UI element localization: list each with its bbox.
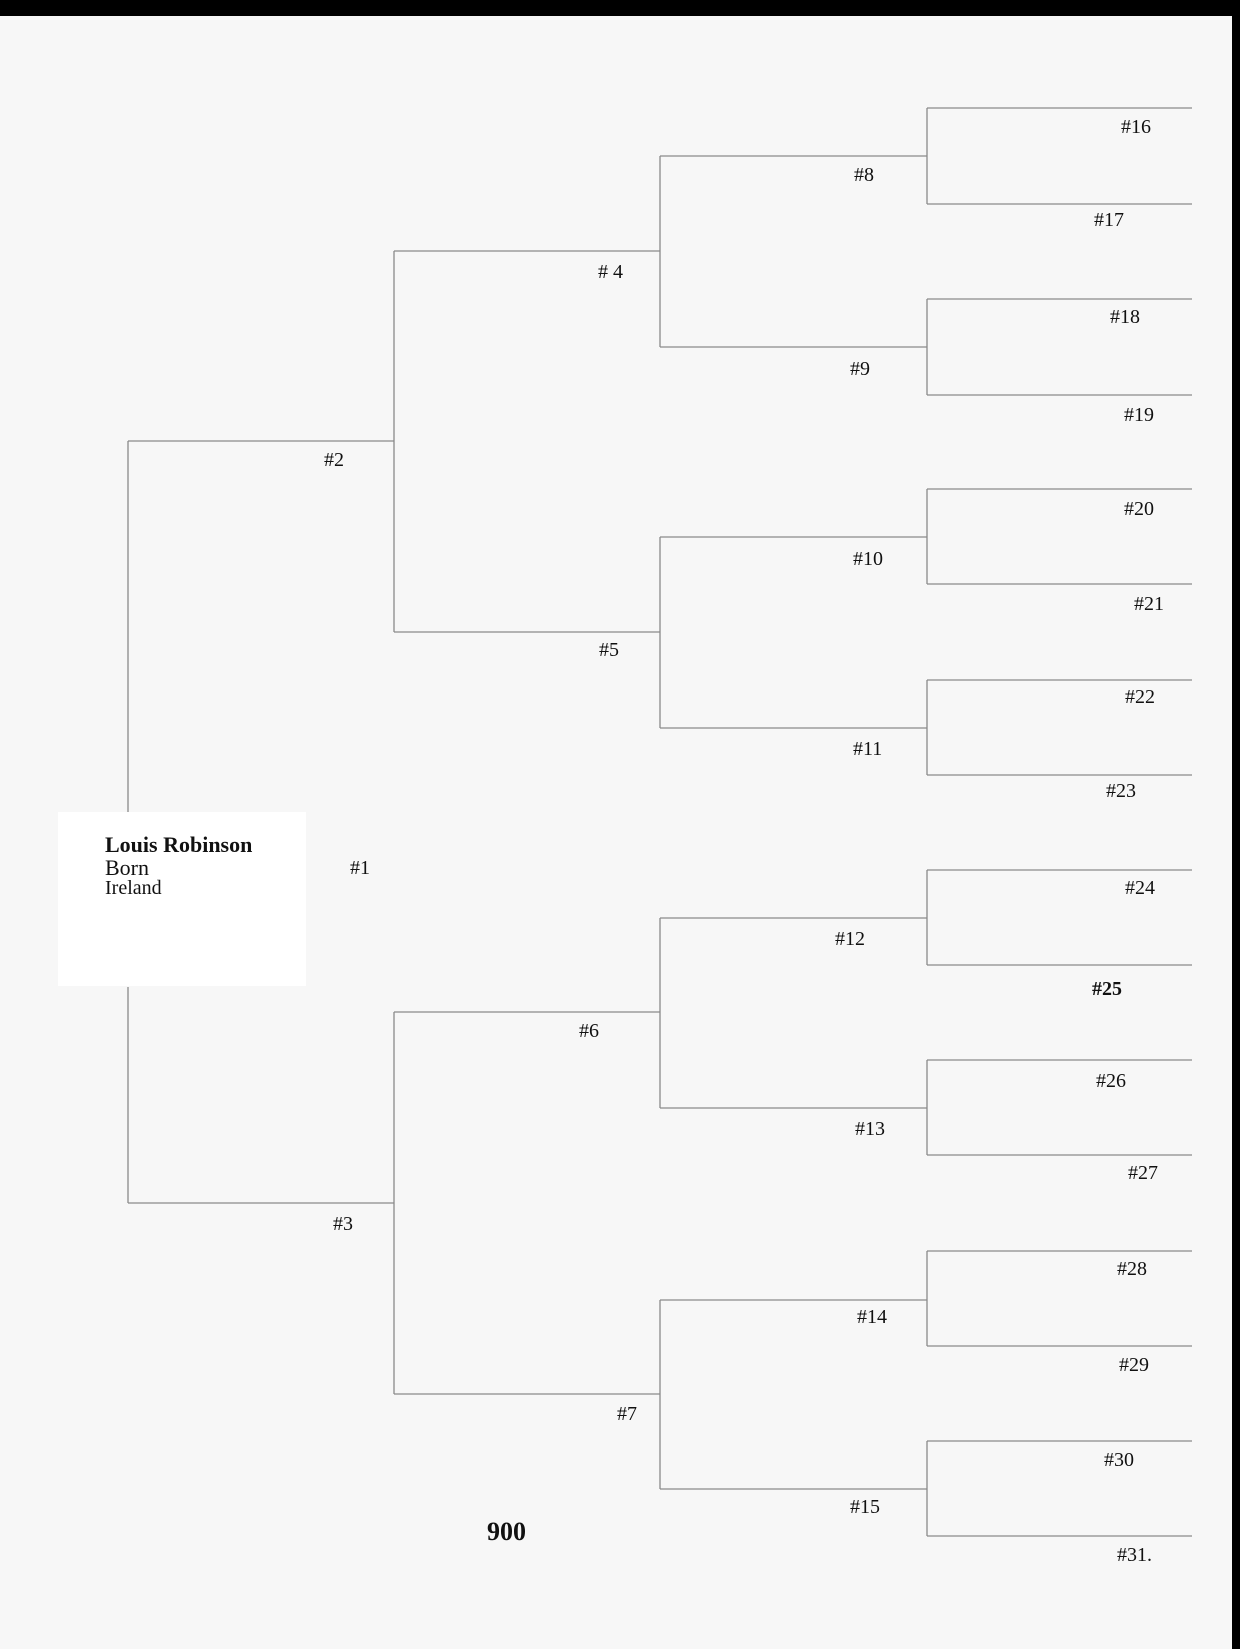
position-label-6: #6: [579, 1020, 599, 1042]
subject-name: Louis Robinson: [105, 832, 253, 857]
position-label-31: #31.: [1117, 1544, 1152, 1566]
subject-box: [58, 812, 306, 986]
subject-born-label: Born: [105, 855, 149, 880]
position-label-2: #2: [324, 449, 344, 471]
connector-7: [660, 1300, 927, 1489]
position-label-15: #15: [850, 1496, 880, 1518]
position-label-16: #16: [1121, 116, 1151, 138]
position-label-7: #7: [617, 1403, 637, 1425]
connector-14: [927, 1251, 1192, 1346]
connector-9: [927, 299, 1192, 395]
position-label-13: #13: [855, 1118, 885, 1140]
position-label-24: #24: [1125, 877, 1155, 899]
position-label-25: #25: [1092, 978, 1122, 1000]
connector-6: [660, 918, 927, 1108]
connector-2: [394, 251, 660, 632]
position-label-9: #9: [850, 358, 870, 380]
position-label-28: #28: [1117, 1258, 1147, 1280]
connector-5: [660, 537, 927, 728]
subject-born-place: Ireland: [105, 877, 162, 899]
position-label-3: #3: [333, 1213, 353, 1235]
position-label-23: #23: [1106, 780, 1136, 802]
position-label-14: #14: [857, 1306, 887, 1328]
position-label-12: #12: [835, 928, 865, 950]
position-label-19: #19: [1124, 404, 1154, 426]
position-label-4: # 4: [598, 261, 623, 283]
position-label-29: #29: [1119, 1354, 1149, 1376]
connector-3: [394, 1012, 660, 1394]
position-label-21: #21: [1134, 593, 1164, 615]
position-label-10: #10: [853, 548, 883, 570]
position-label-26: #26: [1096, 1070, 1126, 1092]
connector-4: [660, 156, 927, 347]
position-label-11: #11: [853, 738, 883, 760]
position-label-5: #5: [599, 639, 619, 661]
page-number: 900: [487, 1517, 526, 1546]
position-label-27: #27: [1128, 1162, 1158, 1184]
position-label-22: #22: [1125, 686, 1155, 708]
connector-15: [927, 1441, 1192, 1536]
position-label-8: #8: [854, 164, 874, 186]
position-label-30: #30: [1104, 1449, 1134, 1471]
position-label-18: #18: [1110, 306, 1140, 328]
connector-8: [927, 108, 1192, 204]
position-label-20: #20: [1124, 498, 1154, 520]
connector-13: [927, 1060, 1192, 1155]
position-label-17: #17: [1094, 209, 1124, 231]
position-label-1: #1: [350, 857, 370, 879]
